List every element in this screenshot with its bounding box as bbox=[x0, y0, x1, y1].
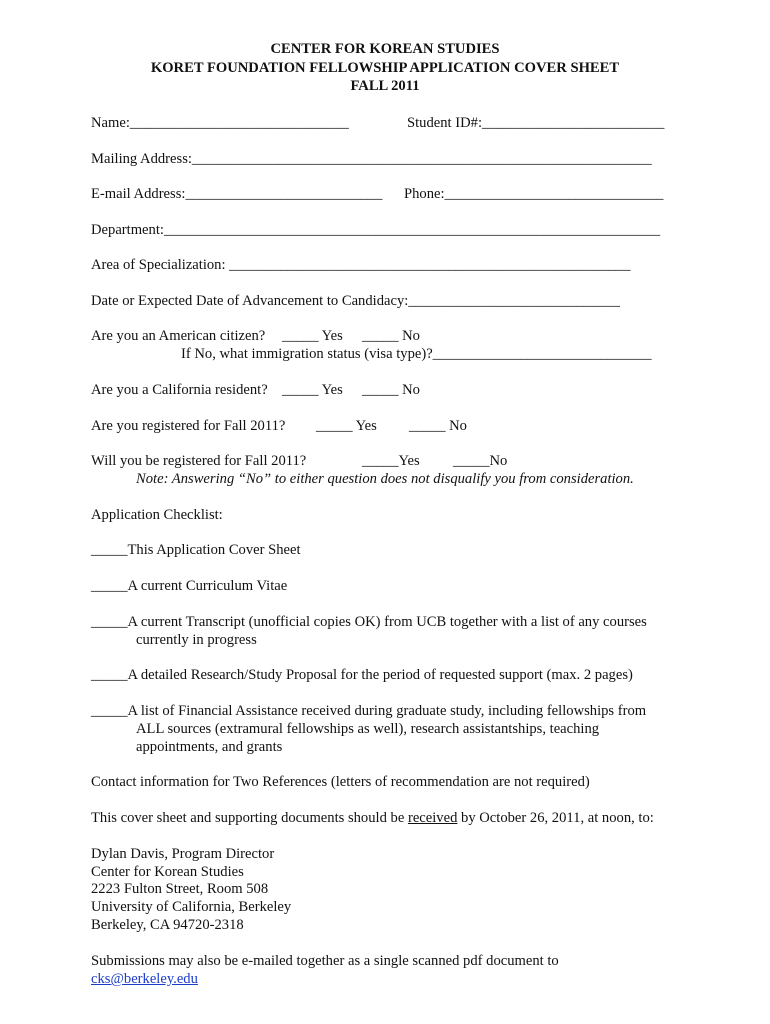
candidacy-field[interactable]: Date or Expected Date of Advancement to Candidacy:_____________________________ bbox=[91, 293, 620, 309]
student-id-field[interactable]: Student ID#:_________________________ bbox=[407, 115, 665, 131]
registered-no-field[interactable]: _____ No bbox=[409, 418, 467, 434]
name-field[interactable]: Name:______________________________ bbox=[91, 115, 349, 131]
will-register-no-field[interactable]: _____No bbox=[453, 453, 508, 469]
title-line-3: FALL 2011 bbox=[350, 78, 420, 94]
registered-yes-field[interactable]: _____ Yes bbox=[316, 418, 377, 434]
checklist-item-financial-cont-2: appointments, and grants bbox=[136, 739, 283, 755]
specialization-field[interactable]: Area of Specialization: _______________________________________________________ bbox=[91, 257, 631, 273]
checklist-item-financial-cont-1: ALL sources (extramural fellowships as well), research assistantships, teaching bbox=[136, 721, 600, 737]
address-line-5: Berkeley, CA 94720-2318 bbox=[91, 917, 244, 933]
deadline-received: received bbox=[407, 810, 458, 826]
deadline-line bbox=[91, 809, 654, 827]
references-note: Contact information for Two References (letters of recommendation are not required) bbox=[91, 774, 590, 790]
will-register-yes-field[interactable]: _____Yes bbox=[362, 453, 420, 469]
email-submission-line: Submissions may also be e-mailed together as a single scanned pdf document to bbox=[91, 953, 559, 969]
checklist-item-cv[interactable]: _____A current Curriculum Vitae bbox=[91, 578, 288, 594]
registered-question: Are you registered for Fall 2011? bbox=[91, 418, 286, 434]
resident-no-field[interactable]: _____ No bbox=[362, 382, 420, 398]
resident-yes-field[interactable]: _____ Yes bbox=[282, 382, 343, 398]
immigration-status-field[interactable]: If No, what immigration status (visa type)?______________________________ bbox=[181, 346, 652, 362]
checklist-item-transcript[interactable]: _____A current Transcript (unofficial copies OK) from UCB together with a list of any courses bbox=[91, 614, 647, 630]
address-line-3: 2223 Fulton Street, Room 508 bbox=[91, 881, 269, 897]
citizen-yes-field[interactable]: _____ Yes bbox=[282, 328, 343, 344]
checklist-item-financial[interactable]: _____A list of Financial Assistance received during graduate study, including fellowships from bbox=[91, 703, 647, 719]
checklist-item-proposal[interactable]: _____A detailed Research/Study Proposal for the period of requested support (max. 2 pages) bbox=[91, 667, 633, 683]
citizen-no-field[interactable]: _____ No bbox=[362, 328, 420, 344]
mailing-address-field[interactable]: Mailing Address:_______________________________________________________________ bbox=[91, 151, 652, 167]
checklist-heading: Application Checklist: bbox=[91, 507, 223, 523]
phone-field[interactable]: Phone:______________________________ bbox=[404, 186, 664, 202]
title-line-1: CENTER FOR KOREAN STUDIES bbox=[270, 41, 500, 57]
address-line-2: Center for Korean Studies bbox=[91, 864, 244, 880]
checklist-item-cover-sheet[interactable]: _____This Application Cover Sheet bbox=[91, 542, 301, 558]
deadline-text-pre: This cover sheet and supporting documents should be bbox=[91, 810, 408, 826]
citizen-question: Are you an American citizen? bbox=[91, 328, 266, 344]
resident-question: Are you a California resident? bbox=[91, 382, 268, 398]
department-field[interactable]: Department:____________________________________________________________________ bbox=[91, 222, 661, 238]
deadline-text-post: by October 26, 2011, at noon, to: bbox=[457, 810, 654, 826]
address-line-1: Dylan Davis, Program Director bbox=[91, 846, 275, 862]
address-line-4: University of California, Berkeley bbox=[91, 899, 292, 915]
checklist-item-transcript-cont: currently in progress bbox=[136, 632, 257, 648]
email-link[interactable]: cks@berkeley.edu bbox=[91, 971, 198, 987]
disqualify-note: Note: Answering “No” to either question does not disqualify you from consideration. bbox=[136, 471, 634, 487]
title-line-2: KORET FOUNDATION FELLOWSHIP APPLICATION COVER SHEET bbox=[150, 60, 620, 76]
will-register-question: Will you be registered for Fall 2011? bbox=[91, 453, 307, 469]
email-field[interactable]: E-mail Address:___________________________ bbox=[91, 186, 383, 202]
